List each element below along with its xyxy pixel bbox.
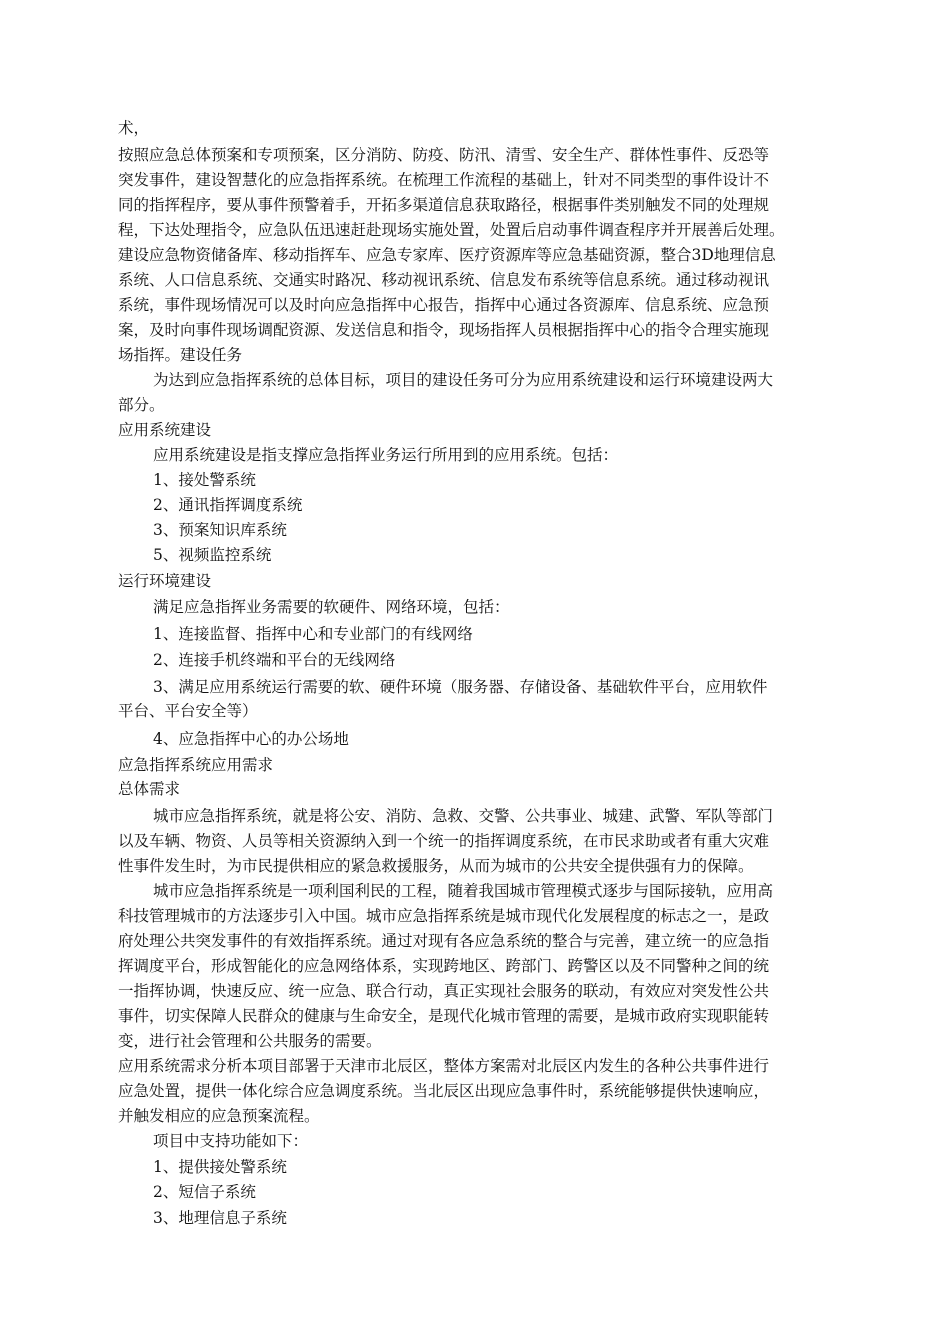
paragraph-line: 府处理公共突发事件的有效指挥系统。通过对现有各应急系统的整合与完善，建立统一的应急指 <box>118 932 770 950</box>
paragraph-line: 变，进行社会管理和公共服务的需要。 <box>118 1032 382 1050</box>
section-heading: 运行环境建设 <box>118 572 212 590</box>
list-item: 4、应急指挥中心的办公场地 <box>153 730 349 748</box>
paragraph-line: 应用系统建设是指支撑应急指挥业务运行所用到的应用系统。包括： <box>153 446 619 464</box>
paragraph-line: 满足应急指挥业务需要的软硬件、网络环境，包括： <box>153 598 510 616</box>
paragraph-line: 系统，事件现场情况可以及时向应急指挥中心报告，指挥中心通过各资源库、信息系统、应急预 <box>118 296 770 314</box>
list-item: 3、满足应用系统运行需要的软、硬件环境（服务器、存储设备、基础软件平台，应用软件 <box>153 678 768 696</box>
paragraph-line: 并触发相应的应急预案流程。 <box>118 1107 320 1125</box>
list-item: 1、接处警系统 <box>153 471 256 489</box>
list-item: 1、提供接处警系统 <box>153 1158 287 1176</box>
paragraph-line: 性事件发生时，为市民提供相应的紧急救援服务，从而为城市的公共安全提供强有力的保障。 <box>118 857 754 875</box>
list-item: 2、短信子系统 <box>153 1183 256 1201</box>
list-item: 2、通讯指挥调度系统 <box>153 496 303 514</box>
list-item: 1、连接监督、指挥中心和专业部门的有线网络 <box>153 625 473 643</box>
paragraph-line: 挥调度平台，形成智能化的应急网络体系，实现跨地区、跨部门、跨警区以及不同警种之间的统 <box>118 957 770 975</box>
paragraph-line: 应急处置，提供一体化综合应急调度系统。当北辰区出现应急事件时，系统能够提供快速响应， <box>118 1082 770 1100</box>
list-item: 3、地理信息子系统 <box>153 1209 287 1227</box>
paragraph-line: 建设应急物资储备库、移动指挥车、应急专家库、医疗资源库等应急基础资源，整合3D地理信息 <box>118 246 776 264</box>
text-line: 术， <box>118 119 150 137</box>
paragraph-line: 应用系统需求分析本项目部署于天津市北辰区，整体方案需对北辰区内发生的各种公共事件进行 <box>118 1057 770 1075</box>
list-item: 5、视频监控系统 <box>153 546 272 564</box>
paragraph-line: 程，下达处理指令，应急队伍迅速赶赴现场实施处置，处置后启动事件调查程序并开展善后处理。 <box>118 221 785 239</box>
paragraph-line: 城市应急指挥系统，就是将公安、消防、急救、交警、公共事业、城建、武警、军队等部门 <box>153 807 774 825</box>
paragraph-line: 场指挥。建设任务 <box>118 346 243 364</box>
paragraph-line: 一指挥协调，快速反应、统一应急、联合行动，真正实现社会服务的联动，有效应对突发性公共 <box>118 982 770 1000</box>
list-item: 2、连接手机终端和平台的无线网络 <box>153 651 396 669</box>
section-heading: 应急指挥系统应用需求 <box>118 756 274 774</box>
paragraph-line: 城市应急指挥系统是一项利国利民的工程，随着我国城市管理模式逐步与国际接轨，应用高 <box>153 882 774 900</box>
paragraph-line: 同的指挥程序，要从事件预警着手，开拓多渠道信息获取路径，根据事件类别触发不同的处理规 <box>118 196 770 214</box>
list-item-continuation: 平台、平台安全等） <box>118 702 258 720</box>
paragraph-line: 项目中支持功能如下： <box>153 1132 309 1150</box>
paragraph-line: 系统、人口信息系统、交通实时路况、移动视讯系统、信息发布系统等信息系统。通过移动视讯 <box>118 271 770 289</box>
section-heading: 应用系统建设 <box>118 421 212 439</box>
paragraph-line: 科技管理城市的方法逐步引入中国。城市应急指挥系统是城市现代化发展程度的标志之一，是政 <box>118 907 770 925</box>
paragraph-line: 按照应急总体预案和专项预案，区分消防、防疫、防汛、清雪、安全生产、群体性事件、反恐等 <box>118 146 770 164</box>
paragraph-line: 突发事件，建设智慧化的应急指挥系统。在梳理工作流程的基础上，针对不同类型的事件设计不 <box>118 171 770 189</box>
paragraph-line: 案，及时向事件现场调配资源、发送信息和指令，现场指挥人员根据指挥中心的指令合理实施现 <box>118 321 770 339</box>
paragraph-line: 以及车辆、物资、人员等相关资源纳入到一个统一的指挥调度系统，在市民求助或者有重大灾难 <box>118 832 770 850</box>
paragraph-line: 部分。 <box>118 396 165 414</box>
paragraph-line: 为达到应急指挥系统的总体目标，项目的建设任务可分为应用系统建设和运行环境建设两大 <box>153 371 774 389</box>
list-item: 3、预案知识库系统 <box>153 521 287 539</box>
paragraph-line: 事件，切实保障人民群众的健康与生命安全，是现代化城市管理的需要，是城市政府实现职能转 <box>118 1007 770 1025</box>
section-heading: 总体需求 <box>118 780 181 798</box>
